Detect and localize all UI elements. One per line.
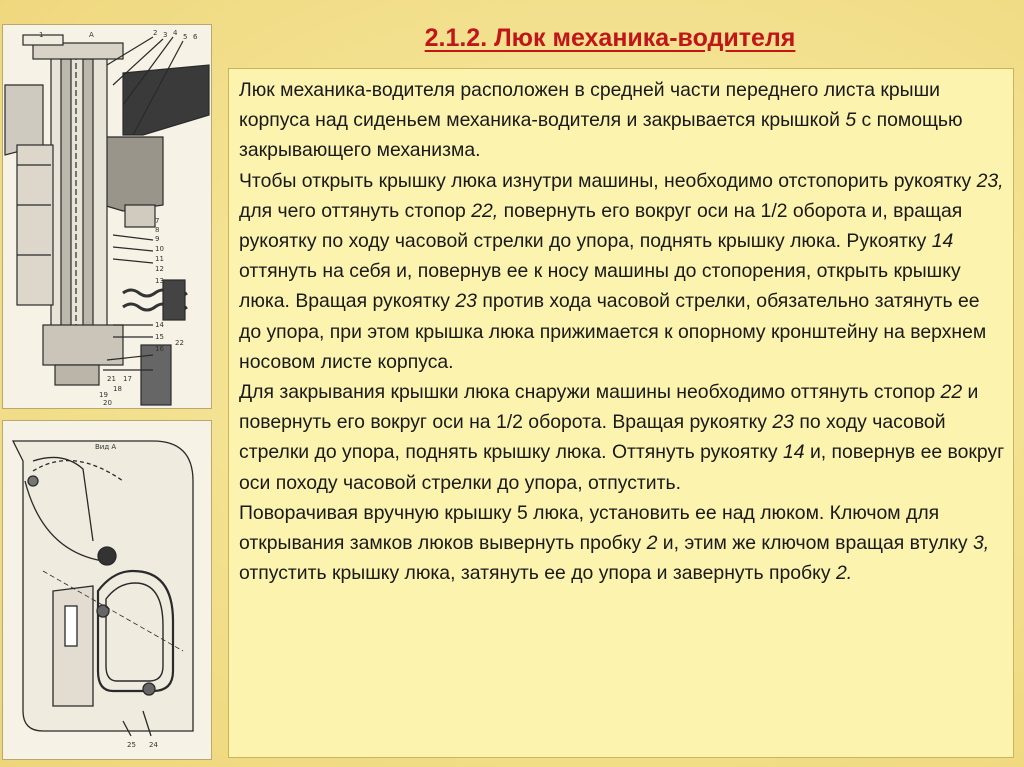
- paragraph-close-outside: [239, 377, 1005, 498]
- view-a-label: Вид А: [95, 443, 117, 451]
- callout-22: 22: [175, 339, 184, 347]
- slide-title: 2.1.2. Люк механика-водителя: [424, 24, 796, 52]
- part-number-ref: 2.: [835, 562, 853, 585]
- callout-4: 4: [173, 29, 178, 37]
- part-number-ref: 22,: [471, 199, 499, 222]
- callout-19: 19: [99, 391, 108, 399]
- callout-5: 5: [183, 33, 188, 41]
- callout-2: 2: [153, 29, 158, 37]
- text-run: и повернуть его вокруг оси на 1/2 оборота. Вращая рукоятку: [239, 381, 979, 434]
- paragraph-open-inside: [239, 166, 1005, 377]
- text-run: повернуть его вокруг оси на 1/2 оборота и, вращая рукоятку по ходу часовой стрелки до упора, поднять крышку люка. Рукоятку: [239, 199, 963, 253]
- callout-20: 20: [103, 399, 112, 407]
- paragraph-manual: [239, 498, 1005, 589]
- callout-7: 7: [155, 217, 160, 225]
- description-text-box: [228, 68, 1014, 758]
- callout-21: 21: [107, 375, 116, 383]
- callout-13: 13: [155, 277, 164, 285]
- part-number-ref: 22: [940, 381, 963, 404]
- part-number-ref: 3,: [972, 532, 990, 555]
- callout-25: 25: [127, 741, 136, 749]
- callout-18: 18: [113, 385, 122, 393]
- callout-6: 6: [193, 33, 198, 41]
- callout-1: 1: [39, 31, 44, 39]
- part-number-ref: 5: [845, 109, 857, 132]
- callout-17: 17: [123, 375, 132, 383]
- text-run: Поворачивая вручную крышку 5 люка, установить ее над люком. Ключом для открывания замков люков вывернуть пробку: [239, 501, 940, 555]
- callout-view-a: А: [89, 31, 94, 39]
- callout-8: 8: [155, 226, 160, 234]
- callout-9: 9: [155, 235, 160, 243]
- text-run: и, повернув ее вокруг оси походу часовой стрелки до упора, отпустить.: [239, 441, 1005, 494]
- text-run: с помощью закрывающего механизма.: [239, 109, 963, 162]
- callout-3: 3: [163, 31, 168, 39]
- text-run: Чтобы открыть крышку люка изнутри машины, необходимо отстопорить рукоятку: [239, 169, 977, 192]
- hatch-section-drawing: [2, 24, 212, 409]
- callout-16: 16: [155, 345, 164, 353]
- callout-11: 11: [155, 255, 164, 263]
- callout-10: 10: [155, 245, 164, 253]
- text-run: оттянуть на себя и, повернув ее к носу машины до стопорения, открыть крышку люка. Вращая рукоятку: [239, 260, 961, 313]
- part-number-ref: 2: [646, 532, 658, 555]
- callout-14: 14: [155, 321, 164, 329]
- callout-12: 12: [155, 265, 164, 273]
- part-number-ref: 23: [455, 290, 477, 313]
- text-run: отпустить крышку люка, затянуть ее до упора и завернуть пробку: [239, 562, 836, 585]
- part-number-ref: 23,: [976, 169, 1004, 192]
- text-run: для чего оттянуть стопор: [239, 199, 472, 222]
- text-run: против хода часовой стрелки, обязательно затянуть ее до упора, при этом крышка люка прижимается к опорному кронштейну на верхнем носовом листе корпуса.: [239, 290, 987, 373]
- paragraph-intro: [239, 75, 1005, 166]
- text-run: Люк механика-водителя расположен в средней части переднего листа крыши корпуса над сиденьем механика-водителя и закрывается крышкой: [239, 79, 940, 132]
- text-run: по ходу часовой стрелки до упора, поднять крышку люка. Оттянуть рукоятку: [239, 411, 946, 464]
- callout-24: 24: [149, 741, 158, 749]
- part-number-ref: 23: [772, 411, 794, 434]
- text-run: Для закрывания крышки люка снаружи машины необходимо оттянуть стопор: [239, 381, 941, 404]
- text-run: и, этим же ключом вращая втулку: [657, 532, 973, 555]
- callout-15: 15: [155, 333, 164, 341]
- part-number-ref: 14: [931, 230, 954, 253]
- part-number-ref: 14: [782, 441, 805, 464]
- hatch-top-view-drawing: [2, 420, 212, 760]
